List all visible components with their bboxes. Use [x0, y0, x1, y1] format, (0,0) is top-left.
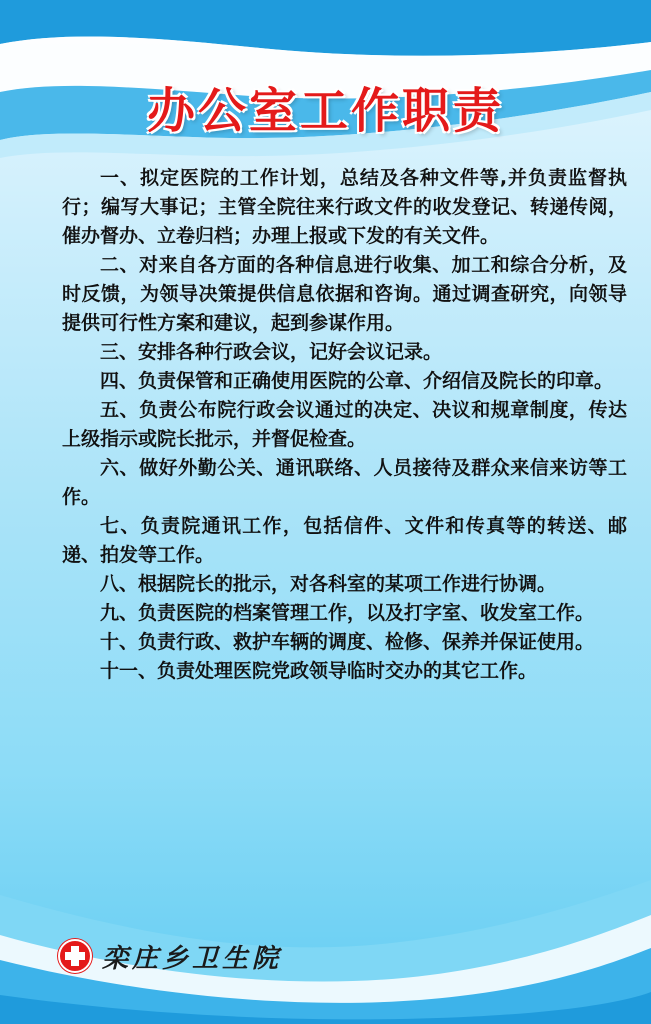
duty-item: 一、拟定医院的工作计划，总结及各种文件等,并负责监督执行；编写大事记；主管全院往来行政文件的收发登记、转递传阅，催办督办、立卷归档；办理上报或下发的有关文件。	[62, 167, 627, 247]
duty-item: 三、安排各种行政会议，记好会议记录。	[100, 341, 443, 363]
duty-item: 五、负责公布院行政会议通过的决定、决议和规章制度，传达上级指示或院长批示，并督促检查。	[62, 399, 627, 450]
duty-item: 七、负责院通讯工作，包括信件、文件和传真等的转送、邮递、拍发等工作。	[62, 515, 627, 566]
organization-name: 栾庄乡卫生院	[102, 943, 283, 974]
duty-item: 十、负责行政、救护车辆的调度、检修、保养并保证使用。	[100, 631, 595, 653]
duty-item: 四、负责保管和正确使用医院的公章、介绍信及院长的印章。	[100, 370, 614, 392]
footer	[58, 937, 282, 975]
duty-item: 二、对来自各方面的各种信息进行收集、加工和综合分析，及时反馈，为领导决策提供信息依据和咨询。通过调查研究，向领导提供可行性方案和建议，起到参谋作用。	[62, 254, 627, 334]
page-title: 办公室工作职责	[146, 83, 504, 139]
duty-item: 十一、负责处理医院党政领导临时交办的其它工作。	[100, 660, 538, 682]
duty-item: 九、负责医院的档案管理工作，以及打字室、收发室工作。	[100, 602, 595, 624]
duty-item: 八、根据院长的批示，对各科室的某项工作进行协调。	[100, 573, 557, 595]
red-cross-icon	[58, 939, 92, 973]
duty-item: 六、做好外勤公关、通讯联络、人员接待及群众来信来访等工作。	[62, 457, 627, 508]
duties-list	[62, 164, 627, 686]
